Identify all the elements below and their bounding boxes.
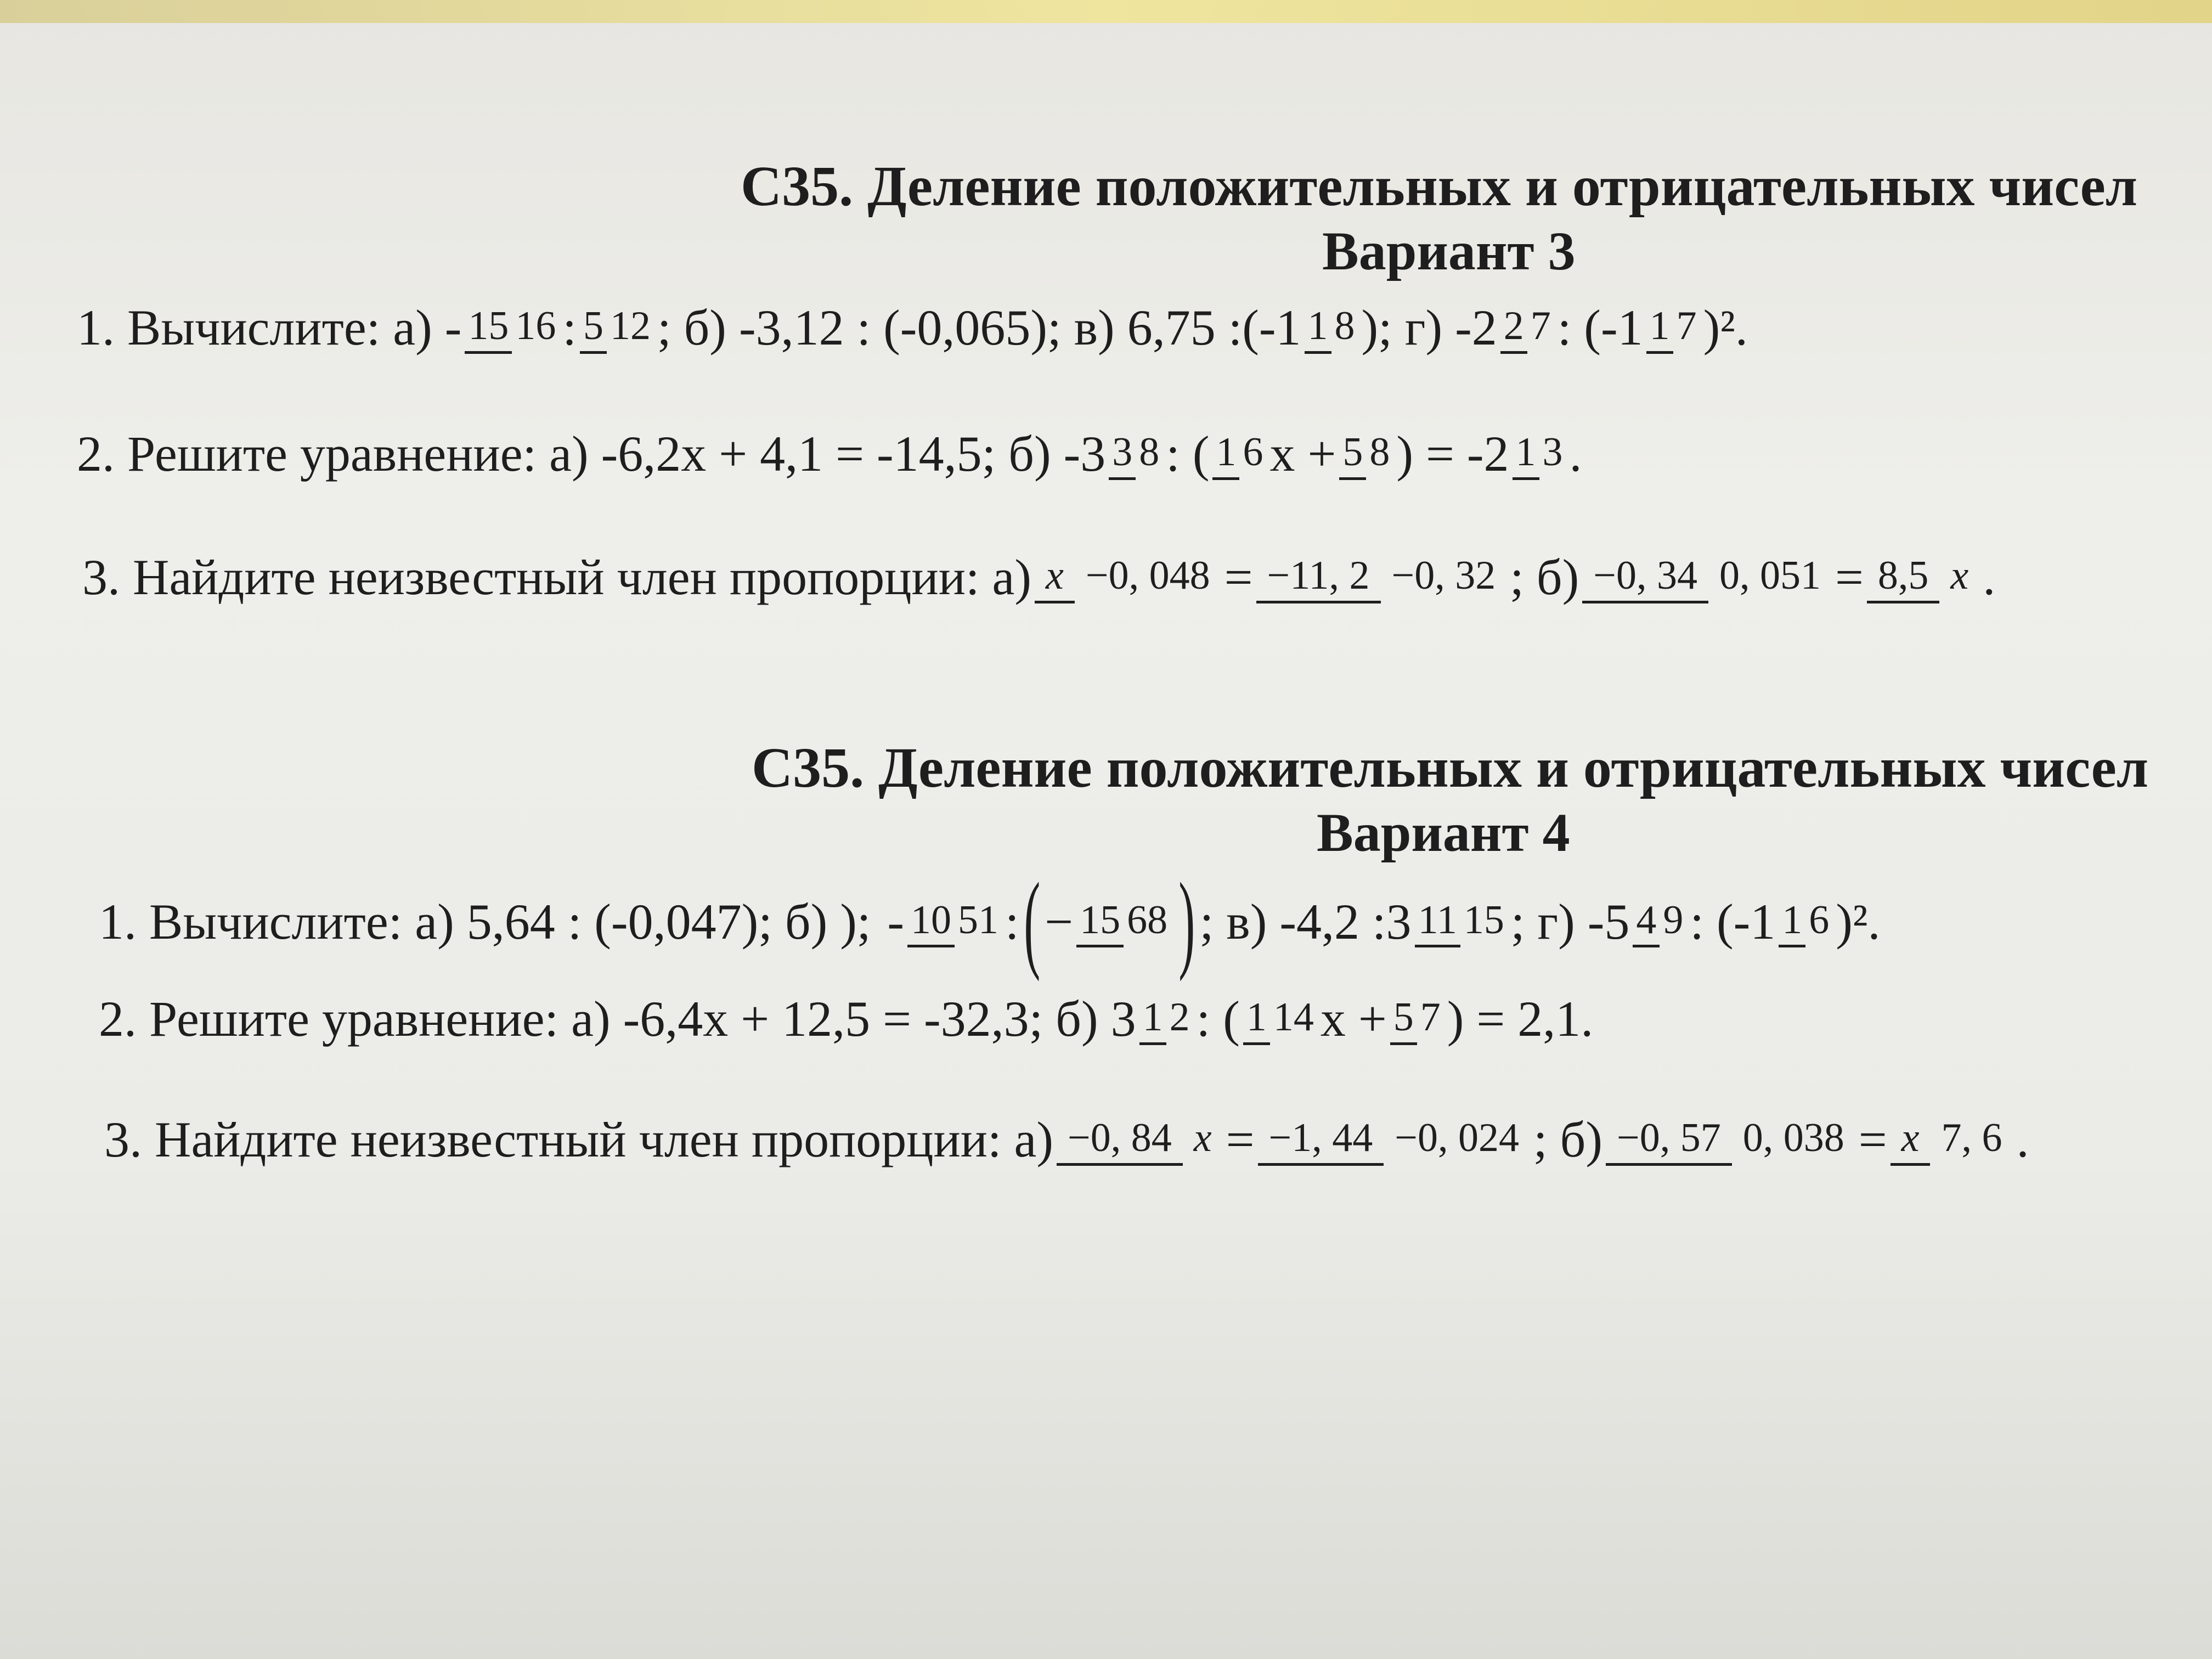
minus-sign: −: [1045, 894, 1074, 950]
denominator: −0, 048: [1085, 553, 1210, 598]
fraction: [1513, 428, 1566, 480]
task-2-equation: [99, 993, 1593, 1045]
denominator: 6: [1809, 897, 1830, 943]
task-text: : (: [1166, 426, 1210, 482]
numerator: 8,5: [1867, 555, 1940, 603]
operator: :: [562, 300, 577, 356]
fraction: [1582, 551, 1832, 603]
variant-title: С35. Деление положительных и отрицательных чисел: [752, 736, 2149, 799]
denominator: 7: [1420, 995, 1441, 1040]
fraction: [1256, 551, 1507, 603]
fraction: [1076, 896, 1171, 948]
fraction: [1212, 428, 1266, 480]
numerator: 2: [1500, 305, 1527, 354]
task-text: 2. Решите уравнение: а) -6,4x + 12,5 = -32,3; б) 3: [99, 991, 1136, 1047]
fraction: [1390, 993, 1444, 1045]
denominator: 2: [1169, 995, 1190, 1040]
operator: =: [1835, 549, 1864, 606]
fraction: [1109, 428, 1163, 480]
fraction: [1258, 1114, 1530, 1166]
variant-subtitle: Вариант 3: [1322, 221, 1576, 281]
task-text: : (: [1196, 991, 1240, 1047]
task-1-calculate: [77, 302, 1748, 354]
denominator: 68: [1127, 897, 1168, 943]
denominator: −0, 32: [1391, 553, 1496, 598]
fraction: [1891, 1114, 2013, 1166]
task-text: 1. Вычислите: а) -: [77, 300, 462, 356]
denominator: 0, 051: [1719, 553, 1821, 598]
denominator: 6: [1243, 430, 1263, 475]
operator: :: [1005, 894, 1019, 950]
fraction: [1415, 896, 1508, 948]
denominator: 8: [1334, 303, 1355, 348]
denominator: 12: [610, 303, 651, 348]
fraction: [1606, 1114, 1855, 1166]
task-text: 3. Найдите неизвестный член пропорции: а): [104, 1111, 1054, 1168]
fraction: [465, 302, 559, 354]
task-text: 2. Решите уравнение: а) -6,2x + 4,1 = -14,5; б) -3: [77, 426, 1106, 482]
denominator: 9: [1663, 897, 1684, 943]
numerator: −11, 2: [1256, 555, 1381, 603]
fraction: [1339, 428, 1393, 480]
numerator: 1: [1139, 996, 1166, 1045]
operator: =: [1224, 549, 1253, 606]
denominator: x: [1950, 553, 1969, 598]
task-text: ; б): [1533, 1111, 1602, 1168]
numerator: 3: [1109, 431, 1136, 480]
denominator: 7: [1676, 303, 1697, 348]
variant-title: С35. Деление положительных и отрицательных чисел: [741, 155, 2138, 218]
task-text: .: [1569, 426, 1582, 482]
task-text: .: [1983, 549, 1996, 606]
task-text: x +: [1269, 426, 1336, 482]
numerator: 1: [1212, 431, 1239, 480]
task-text: ); г) -2: [1361, 300, 1497, 356]
denominator: 51: [958, 897, 999, 943]
task-text: )².: [1836, 894, 1881, 950]
fraction: [907, 896, 1002, 948]
numerator: 1: [1243, 996, 1270, 1045]
numerator: 1: [1305, 305, 1331, 354]
task-text: : (-1: [1557, 300, 1643, 356]
denominator: 7: [1530, 303, 1551, 348]
task-2-equation: [77, 428, 1582, 480]
numerator: 4: [1633, 899, 1660, 948]
task-text: ; в) -4,2 :3: [1199, 894, 1412, 950]
denominator: 14: [1273, 995, 1314, 1040]
numerator: −0, 34: [1582, 555, 1708, 603]
left-paren: (: [1023, 861, 1040, 982]
numerator: −1, 44: [1258, 1117, 1384, 1166]
denominator: 8: [1369, 430, 1390, 475]
denominator: −0, 024: [1395, 1115, 1519, 1160]
task-text: ; б): [1510, 549, 1579, 606]
task-text: ; б) -3,12 : (-0,065); в) 6,75 :(-1: [657, 300, 1301, 356]
task-text: 1. Вычислите: а) 5,64 : (-0,047); б) );: [99, 894, 871, 950]
fraction: [1035, 551, 1221, 603]
denominator: 7, 6: [1941, 1115, 2002, 1160]
fraction: [1779, 896, 1832, 948]
numerator: 15: [465, 305, 512, 354]
numerator: 1: [1513, 431, 1539, 480]
numerator: 15: [1076, 899, 1124, 948]
numerator: 5: [1390, 996, 1417, 1045]
task-text: ) = -2: [1396, 426, 1509, 482]
task-text: : (-1: [1690, 894, 1776, 950]
task-text: .: [2016, 1111, 2029, 1168]
fraction: [1243, 993, 1317, 1045]
numerator: 1: [1779, 899, 1805, 948]
task-1-calculate: [99, 861, 1881, 982]
variant-subtitle: Вариант 4: [1317, 802, 1570, 863]
denominator: 3: [1542, 430, 1563, 475]
minus-sign: -: [887, 894, 905, 950]
task-text: 3. Найдите неизвестный член пропорции: а): [82, 549, 1032, 606]
numerator: 5: [1339, 431, 1366, 480]
numerator: 5: [580, 305, 607, 354]
task-text: ) = 2,1.: [1447, 991, 1594, 1047]
operator: =: [1858, 1111, 1887, 1168]
fraction: [1867, 551, 1979, 603]
task-text: x +: [1320, 991, 1387, 1047]
numerator: −0, 57: [1606, 1117, 1732, 1166]
task-3-proportion: [82, 549, 1996, 606]
denominator: x: [1193, 1115, 1212, 1160]
fraction: [1646, 302, 1700, 354]
numerator: x: [1891, 1117, 1931, 1166]
right-paren: ): [1178, 861, 1195, 982]
denominator: 0, 038: [1742, 1115, 1844, 1160]
fraction: [1139, 993, 1193, 1045]
numerator: x: [1035, 555, 1075, 603]
numerator: 1: [1646, 305, 1673, 354]
task-text: ; г) -5: [1510, 894, 1630, 950]
fraction: [1500, 302, 1554, 354]
task-text: )².: [1703, 300, 1748, 356]
numerator: −0, 84: [1057, 1117, 1183, 1166]
fraction: [580, 302, 654, 354]
denominator: 16: [515, 303, 556, 348]
fraction: [1633, 896, 1686, 948]
fraction: [1305, 302, 1358, 354]
task-3-proportion: [104, 1111, 2029, 1168]
denominator: 15: [1463, 897, 1504, 943]
fraction: [1057, 1114, 1223, 1166]
numerator: 11: [1415, 899, 1460, 948]
operator: =: [1226, 1111, 1255, 1168]
numerator: 10: [907, 899, 955, 948]
denominator: 8: [1139, 430, 1160, 475]
